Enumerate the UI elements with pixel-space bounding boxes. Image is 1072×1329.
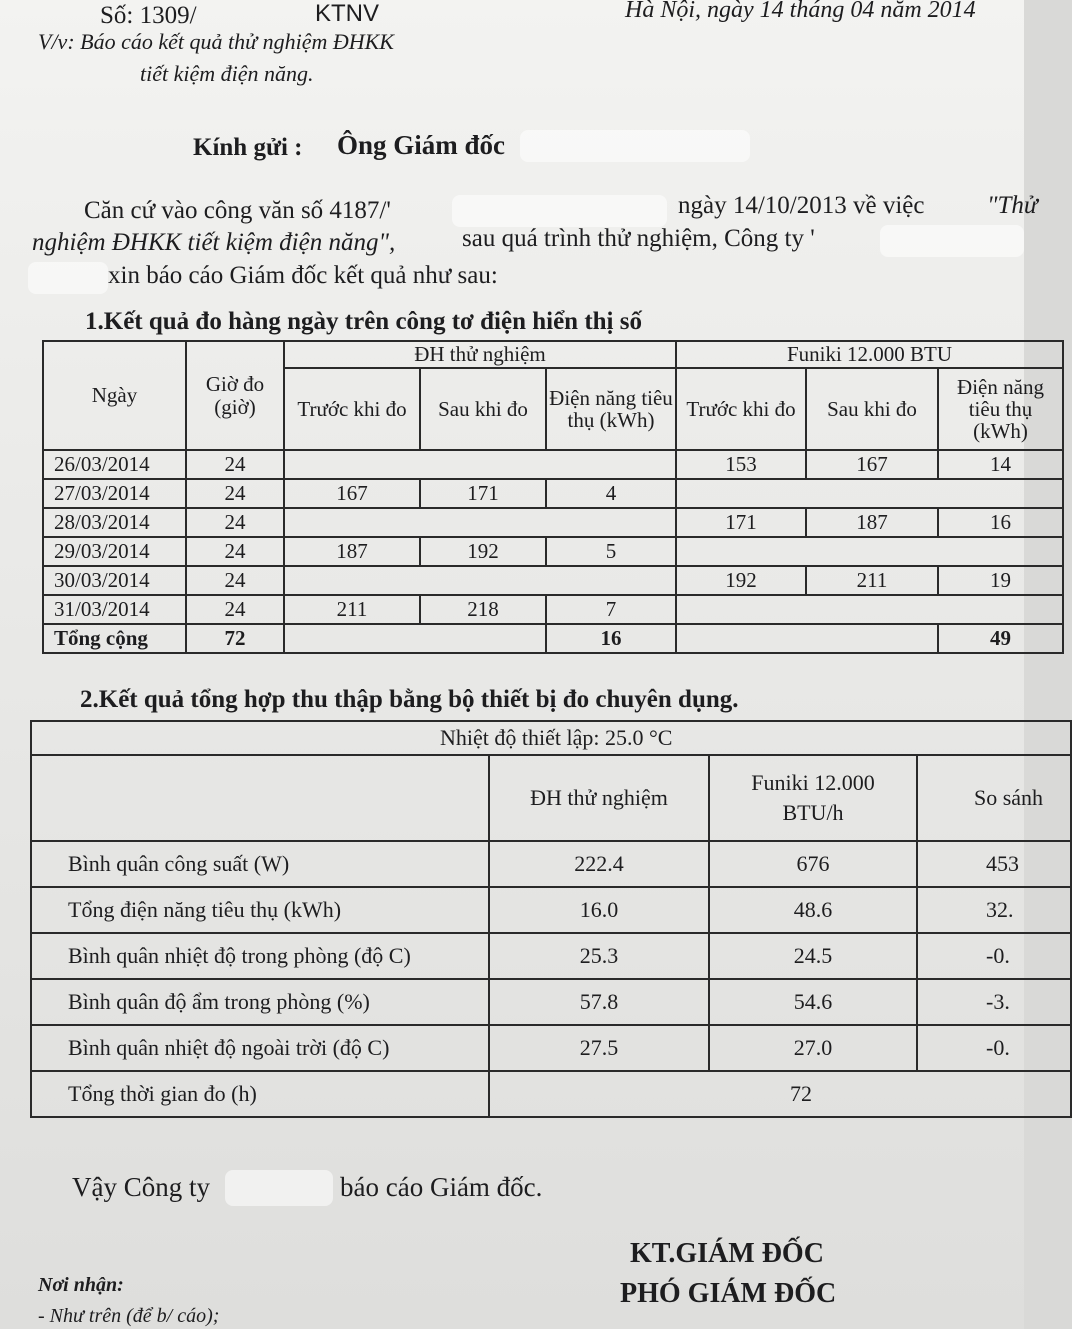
cell-test-after: 192 bbox=[420, 537, 546, 566]
col-header-compare: So sánh bbox=[917, 755, 1071, 841]
cell-funiki: 48.6 bbox=[709, 887, 917, 933]
col-header-test-after: Sau khi đo bbox=[420, 368, 546, 450]
intro-line-1c: "Thử bbox=[987, 192, 1038, 219]
cell-compare: -0. bbox=[917, 933, 1071, 979]
intro-line-1a: Căn cứ vào công văn số 4187/' bbox=[84, 197, 391, 224]
cell-test: 16.0 bbox=[489, 887, 709, 933]
row-label: Bình quân công suất (W) bbox=[31, 841, 489, 887]
intro-line-2b: sau quá trình thử nghiệm, Công ty ' bbox=[462, 225, 815, 252]
cell-empty bbox=[284, 624, 546, 653]
table-row bbox=[43, 479, 1063, 508]
total-label: Tổng cộng bbox=[43, 624, 186, 653]
cell-hours: 24 bbox=[186, 595, 284, 624]
cell-funiki-before: 171 bbox=[676, 508, 806, 537]
col-header-test-before: Trước khi đo bbox=[284, 368, 420, 450]
salutation-recipient: Ông Giám đốc bbox=[337, 130, 506, 160]
col-header-funiki-before: Trước khi đo bbox=[676, 368, 806, 450]
table-row bbox=[31, 1071, 1071, 1117]
document-number: Số: 1309/ bbox=[100, 2, 197, 29]
cell-funiki-kwh: 16 bbox=[938, 508, 1063, 537]
cell-funiki-kwh: 14 bbox=[938, 450, 1063, 479]
table-row bbox=[43, 566, 1063, 595]
table-row bbox=[31, 887, 1071, 933]
subject-line-1: V/v: Báo cáo kết quả thử nghiệm ĐHKK bbox=[38, 29, 394, 54]
cell-compare: -0. bbox=[917, 1025, 1071, 1071]
table-row bbox=[43, 450, 1063, 479]
place-date: Hà Nội, ngày 14 tháng 04 năm 2014 bbox=[625, 0, 976, 23]
col-header-funiki: Funiki 12.000 BTU/h bbox=[709, 755, 917, 841]
recipients-item: - Như trên (để b/ cáo); bbox=[38, 1305, 220, 1327]
signature-line-1: KT.GIÁM ĐỐC bbox=[630, 1238, 824, 1269]
signature-line-2: PHÓ GIÁM ĐỐC bbox=[620, 1278, 837, 1309]
row-label: Bình quân nhiệt độ ngoài trời (độ C) bbox=[31, 1025, 489, 1071]
row-label: Bình quân nhiệt độ trong phòng (độ C) bbox=[31, 933, 489, 979]
cell-date: 29/03/2014 bbox=[43, 537, 186, 566]
col-header-date: Ngày bbox=[43, 341, 186, 450]
cell-test: 222.4 bbox=[489, 841, 709, 887]
col-header-hours: Giờ đo (giờ) bbox=[186, 341, 284, 450]
col-header-test-unit: ĐH thử nghiệm bbox=[489, 755, 709, 841]
cell-test-empty bbox=[284, 508, 676, 537]
total-funiki-kwh: 49 bbox=[938, 624, 1063, 653]
intro-line-1b: ngày 14/10/2013 về việc bbox=[678, 192, 925, 219]
cell-test: 57.8 bbox=[489, 979, 709, 1025]
cell-compare: 453 bbox=[917, 841, 1071, 887]
group-header-funiki: Funiki 12.000 BTU bbox=[676, 341, 1063, 368]
cell-date: 31/03/2014 bbox=[43, 595, 186, 624]
cell-funiki-before: 192 bbox=[676, 566, 806, 595]
cell-hours: 24 bbox=[186, 479, 284, 508]
cell-funiki-empty bbox=[676, 537, 1063, 566]
cell-test-empty bbox=[284, 566, 676, 595]
table-row bbox=[31, 933, 1071, 979]
col-header-funiki-consumption: Điện năng tiêu thụ (kWh) bbox=[938, 368, 1063, 450]
total-hours: 72 bbox=[186, 624, 284, 653]
cell-funiki: 54.6 bbox=[709, 979, 917, 1025]
cell-test-before: 187 bbox=[284, 537, 420, 566]
col-header-test-consumption: Điện năng tiêu thụ (kWh) bbox=[546, 368, 676, 450]
cell-funiki-kwh: 19 bbox=[938, 566, 1063, 595]
row-label: Bình quân độ ẩm trong phòng (%) bbox=[31, 979, 489, 1025]
redacted-region bbox=[880, 225, 1024, 257]
table-row bbox=[31, 979, 1071, 1025]
table-row bbox=[43, 595, 1063, 624]
redacted-region bbox=[28, 262, 108, 294]
recipients-title: Nơi nhận: bbox=[38, 1274, 124, 1296]
cell-empty bbox=[676, 624, 938, 653]
cell-test-before: 211 bbox=[284, 595, 420, 624]
cell-funiki-before: 153 bbox=[676, 450, 806, 479]
group-header-test-unit: ĐH thử nghiệm bbox=[284, 341, 676, 368]
cell-funiki: 676 bbox=[709, 841, 917, 887]
redacted-region bbox=[452, 195, 667, 227]
redacted-region bbox=[225, 1170, 333, 1206]
section-1-title: 1.Kết quả đo hàng ngày trên công tơ điện hiển thị số bbox=[85, 308, 642, 335]
table-row bbox=[31, 1025, 1071, 1071]
cell-funiki-empty bbox=[676, 595, 1063, 624]
cell-test-kwh: 4 bbox=[546, 479, 676, 508]
row-label: Tổng điện năng tiêu thụ (kWh) bbox=[31, 887, 489, 933]
duration-label: Tổng thời gian đo (h) bbox=[31, 1071, 489, 1117]
closing-suffix: báo cáo Giám đốc. bbox=[340, 1172, 543, 1202]
cell-test-kwh: 7 bbox=[546, 595, 676, 624]
cell-funiki-after: 211 bbox=[806, 566, 938, 595]
section-2-title: 2.Kết quả tổng hợp thu thập bằng bộ thiết bị đo chuyên dụng. bbox=[80, 686, 739, 713]
cell-funiki-after: 167 bbox=[806, 450, 938, 479]
cell-test-kwh: 5 bbox=[546, 537, 676, 566]
duration-value: 72 bbox=[489, 1071, 1071, 1117]
set-temperature-caption: Nhiệt độ thiết lập: 25.0 °C bbox=[31, 721, 1071, 755]
cell-hours: 24 bbox=[186, 566, 284, 595]
intro-line-3: xin báo cáo Giám đốc kết quả như sau: bbox=[108, 262, 498, 289]
salutation-prefix: Kính gửi : bbox=[193, 134, 303, 161]
subject-line-2: tiết kiệm điện năng. bbox=[140, 61, 314, 86]
table-row bbox=[43, 508, 1063, 537]
table-total-row bbox=[43, 624, 1063, 653]
cell-date: 26/03/2014 bbox=[43, 450, 186, 479]
cell-date: 30/03/2014 bbox=[43, 566, 186, 595]
col-header-blank bbox=[31, 755, 489, 841]
department-code: KTNV bbox=[315, 0, 380, 27]
redacted-region bbox=[520, 130, 750, 162]
cell-funiki-after: 187 bbox=[806, 508, 938, 537]
table-row bbox=[43, 537, 1063, 566]
cell-hours: 24 bbox=[186, 450, 284, 479]
cell-date: 28/03/2014 bbox=[43, 508, 186, 537]
cell-hours: 24 bbox=[186, 537, 284, 566]
cell-test-before: 167 bbox=[284, 479, 420, 508]
cell-test-after: 171 bbox=[420, 479, 546, 508]
table-row bbox=[31, 841, 1071, 887]
cell-funiki-empty bbox=[676, 479, 1063, 508]
intro-line-2a: nghiệm ĐHKK tiết kiệm điện năng", bbox=[32, 229, 396, 256]
cell-test-empty bbox=[284, 450, 676, 479]
cell-compare: 32. bbox=[917, 887, 1071, 933]
cell-compare: -3. bbox=[917, 979, 1071, 1025]
summary-measurement-table bbox=[30, 720, 1072, 1118]
cell-date: 27/03/2014 bbox=[43, 479, 186, 508]
cell-test: 25.3 bbox=[489, 933, 709, 979]
closing-prefix: Vậy Công ty bbox=[72, 1172, 210, 1202]
cell-test: 27.5 bbox=[489, 1025, 709, 1071]
total-test-kwh: 16 bbox=[546, 624, 676, 653]
cell-funiki: 27.0 bbox=[709, 1025, 917, 1071]
cell-hours: 24 bbox=[186, 508, 284, 537]
col-header-funiki-after: Sau khi đo bbox=[806, 368, 938, 450]
daily-meter-table bbox=[42, 340, 1064, 654]
cell-funiki: 24.5 bbox=[709, 933, 917, 979]
cell-test-after: 218 bbox=[420, 595, 546, 624]
